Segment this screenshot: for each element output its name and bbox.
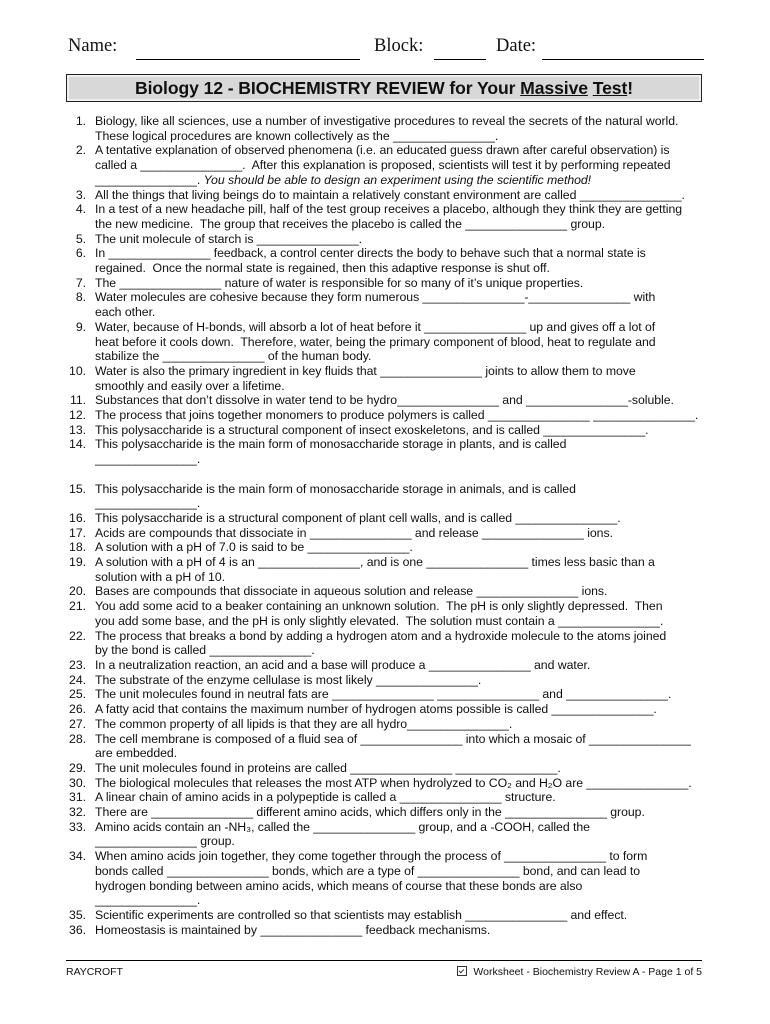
question-number: 6. bbox=[75, 246, 86, 261]
question-number: 14. bbox=[69, 437, 86, 452]
question-item bbox=[66, 658, 702, 673]
question-item bbox=[66, 629, 702, 658]
question-number: 2. bbox=[75, 143, 86, 158]
question-text: A linear chain of amino acids in a polypeptide is called a _______________ structure. bbox=[95, 790, 556, 805]
question-text: The substrate of the enzyme cellulase is most likely _______________. bbox=[95, 672, 482, 687]
question-text: The biological molecules that releases the most ATP when hydrolyzed to CO₂ and H₂O are _______________. bbox=[95, 775, 692, 790]
footer-page-info: Worksheet - Biochemistry Review A - Page 1 of 5 bbox=[457, 966, 702, 978]
question-item bbox=[66, 732, 702, 761]
question-text: These logical procedures are known collectively as the _______________. bbox=[95, 128, 499, 143]
block-line bbox=[434, 59, 486, 60]
question-number: 10. bbox=[69, 363, 86, 378]
question-text: All the things that living beings do to maintain a relatively constant environment are called _______________. bbox=[95, 187, 685, 202]
question-text: _______________. bbox=[95, 496, 201, 511]
question-text: The unit molecules found in proteins are called _______________ _______________. bbox=[95, 760, 561, 775]
question-text: Bases are compounds that dissociate in aqueous solution and release _______________ ions. bbox=[95, 584, 608, 599]
date-line bbox=[542, 59, 704, 60]
question-text: A tentative explanation of observed phenomena (i.e. an educated guess drawn after careful observation) is bbox=[95, 143, 670, 158]
question-item bbox=[66, 188, 702, 203]
worksheet-title: Biology 12 - BIOCHEMISTRY REVIEW for Your Massive Test! bbox=[66, 74, 702, 102]
question-number: 7. bbox=[75, 275, 86, 290]
question-item bbox=[66, 114, 702, 143]
question-text: This polysaccharide is a structural component of plant cell walls, and is called _______________. bbox=[95, 510, 621, 525]
question-text: bonds called _______________ bonds, which are a type of _______________ bond, and can lead to bbox=[95, 863, 641, 878]
question-text: The unit molecules found in neutral fats are _______________ _______________ and _______________. bbox=[95, 687, 672, 702]
question-number: 29. bbox=[69, 760, 86, 775]
question-text: In _______________ feedback, a control center directs the body to behave such that a normal state is bbox=[95, 246, 646, 261]
question-item bbox=[66, 584, 702, 599]
question-number: 27. bbox=[69, 716, 86, 731]
question-item bbox=[66, 482, 702, 511]
question-number: 17. bbox=[69, 525, 86, 540]
checkbox-icon bbox=[457, 966, 467, 976]
question-text: each other. bbox=[95, 305, 156, 320]
question-item bbox=[66, 320, 702, 364]
question-item bbox=[66, 143, 702, 187]
question-number: 4. bbox=[75, 202, 86, 217]
question-text: When amino acids join together, they come together through the process of _______________ to form bbox=[95, 849, 648, 864]
question-number: 16. bbox=[69, 510, 86, 525]
question-number: 1. bbox=[75, 114, 86, 128]
question-text: Water, because of H-bonds, will absorb a lot of heat before it _______________ up and gives off a lot of bbox=[95, 319, 656, 334]
question-item bbox=[66, 790, 702, 805]
question-item bbox=[66, 526, 702, 541]
question-item bbox=[66, 805, 702, 820]
question-item bbox=[66, 555, 702, 584]
question-text: called a _______________. After this explanation is proposed, scientists will test it by performing repeated bbox=[95, 158, 671, 173]
question-number: 36. bbox=[69, 922, 86, 937]
question-item bbox=[66, 290, 702, 319]
spacer bbox=[66, 467, 702, 482]
question-item bbox=[66, 776, 702, 791]
question-text: _______________ group. bbox=[95, 834, 235, 849]
question-text: A solution with a pH of 4 is an _______________, and is one _______________ times less basic than a bbox=[95, 555, 655, 570]
question-text: The _______________ nature of water is responsible for so many of it’s unique properties. bbox=[95, 275, 584, 290]
question-number: 8. bbox=[75, 290, 86, 305]
question-text: _______________. bbox=[95, 452, 201, 467]
question-number: 21. bbox=[69, 599, 86, 614]
question-text: You add some acid to a beaker containing an unknown solution. The pH is only slightly depressed. Then bbox=[95, 599, 663, 614]
question-item bbox=[66, 673, 702, 688]
question-item bbox=[66, 232, 702, 247]
question-text: regained. Once the normal state is regained, then this adaptive response is shut off. bbox=[95, 261, 550, 276]
question-number: 5. bbox=[75, 231, 86, 246]
question-text: This polysaccharide is the main form of monosaccharide storage in animals, and is called bbox=[95, 481, 576, 496]
question-item bbox=[66, 702, 702, 717]
question-text: The unit molecule of starch is _______________. bbox=[95, 231, 362, 246]
question-item bbox=[66, 364, 702, 393]
question-item bbox=[66, 687, 702, 702]
footer-rule bbox=[66, 960, 702, 961]
question-text: you add some base, and the pH is only slightly elevated. The solution must contain a _______________. bbox=[95, 613, 664, 628]
question-number: 32. bbox=[69, 805, 86, 820]
question-number: 35. bbox=[69, 907, 86, 922]
question-text: stabilize the _______________ of the human body. bbox=[95, 349, 372, 364]
question-text: Acids are compounds that dissociate in _______________ and release _______________ ions. bbox=[95, 525, 613, 540]
question-number: 13. bbox=[69, 422, 86, 437]
question-text: This polysaccharide is a structural component of insect exoskeletons, and is called _______________. bbox=[95, 422, 649, 437]
question-text: The cell membrane is composed of a fluid sea of _______________ into which a mosaic of _______________ bbox=[95, 731, 691, 746]
question-item bbox=[66, 540, 702, 555]
question-text: There are _______________ different amino acids, which differs only in the _______________ group. bbox=[95, 805, 645, 820]
question-text: Substances that don’t dissolve in water tend to be hydro_______________ and _______________-soluble. bbox=[95, 393, 674, 408]
question-number: 20. bbox=[69, 584, 86, 599]
question-number: 24. bbox=[69, 672, 86, 687]
question-number: 18. bbox=[69, 540, 86, 555]
question-text: Amino acids contain an -NH₃, called the _______________ group, and a -COOH, called the bbox=[95, 819, 590, 834]
question-number: 9. bbox=[75, 319, 86, 334]
question-text: A fatty acid that contains the maximum number of hydrogen atoms possible is called _______________. bbox=[95, 702, 657, 717]
question-text: The process that joins together monomers to produce polymers is called _______________ _______________. bbox=[95, 408, 699, 423]
question-text: are embedded. bbox=[95, 746, 178, 761]
question-item bbox=[66, 276, 702, 291]
question-text: Biology, like all sciences, use a number of investigative procedures to reveal the secrets of the natural world. bbox=[95, 114, 679, 128]
question-number: 3. bbox=[75, 187, 86, 202]
footer-author: RAYCROFT bbox=[66, 966, 123, 978]
question-item bbox=[66, 202, 702, 231]
block-label: Block: bbox=[374, 36, 424, 56]
header-fields bbox=[68, 36, 704, 66]
instruction-note: You should be able to design an experiment using the scientific method! bbox=[203, 172, 592, 187]
question-item bbox=[66, 923, 702, 938]
question-item bbox=[66, 246, 702, 275]
question-text: solution with a pH of 10. bbox=[95, 569, 225, 584]
question-item bbox=[66, 717, 702, 732]
question-number: 31. bbox=[69, 790, 86, 805]
name-line bbox=[136, 59, 360, 60]
question-item bbox=[66, 849, 702, 908]
question-item bbox=[66, 599, 702, 628]
question-text: the new medicine. The group that receives the placebo is called the _______________ group. bbox=[95, 216, 606, 231]
question-text: by the bond is called _______________. bbox=[95, 643, 315, 658]
question-number: 22. bbox=[69, 628, 86, 643]
question-number: 30. bbox=[69, 775, 86, 790]
question-number: 33. bbox=[69, 819, 86, 834]
question-item bbox=[66, 437, 702, 466]
question-text: The process that breaks a bond by adding a hydrogen atom and a hydroxide molecule to the atoms joined bbox=[95, 628, 667, 643]
question-text: Water molecules are cohesive because they form numerous _______________-_______________ with bbox=[95, 290, 656, 305]
question-number: 23. bbox=[69, 658, 86, 672]
name-label: Name: bbox=[68, 36, 118, 56]
question-text: This polysaccharide is the main form of monosaccharide storage in plants, and is called bbox=[95, 437, 567, 452]
question-item bbox=[66, 393, 702, 408]
question-item bbox=[66, 761, 702, 776]
question-number: 26. bbox=[69, 702, 86, 717]
question-list bbox=[66, 114, 702, 937]
question-number: 25. bbox=[69, 687, 86, 702]
question-item bbox=[66, 908, 702, 923]
question-text: Scientific experiments are controlled so that scientists may establish _______________ and effect. bbox=[95, 907, 628, 922]
question-number: 19. bbox=[69, 555, 86, 570]
date-label: Date: bbox=[496, 36, 537, 56]
question-number: 12. bbox=[69, 408, 86, 423]
question-text: _______________. bbox=[95, 893, 201, 908]
question-text: hydrogen bonding between amino acids, which means of course that these bonds are also bbox=[95, 878, 583, 893]
question-item bbox=[66, 423, 702, 438]
question-text: smoothly and easily over a lifetime. bbox=[95, 378, 285, 393]
question-text: heat before it cools down. Therefore, water, being the primary component of blood, heat to regulate and bbox=[95, 334, 656, 349]
question-text: In a neutralization reaction, an acid and a base will produce a _______________ and water. bbox=[95, 658, 591, 672]
question-number: 15. bbox=[69, 481, 86, 496]
question-text: A solution with a pH of 7.0 is said to be _______________. bbox=[95, 540, 413, 555]
question-number: 11. bbox=[69, 393, 86, 408]
question-number: 34. bbox=[69, 849, 86, 864]
question-text: Water is also the primary ingredient in key fluids that _______________ joints to allow them to move bbox=[95, 363, 636, 378]
question-text: The common property of all lipids is that they are all hydro_______________. bbox=[95, 716, 513, 731]
question-text: Homeostasis is maintained by _______________ feedback mechanisms. bbox=[95, 922, 491, 937]
question-text: _______________. You should be able to design an experiment using the scientific method! bbox=[95, 172, 592, 187]
question-number: 28. bbox=[69, 731, 86, 746]
question-item bbox=[66, 511, 702, 526]
question-item bbox=[66, 820, 702, 849]
question-text: In a test of a new headache pill, half of the test group receives a placebo, although they think they are getting bbox=[95, 202, 683, 217]
question-item bbox=[66, 408, 702, 423]
